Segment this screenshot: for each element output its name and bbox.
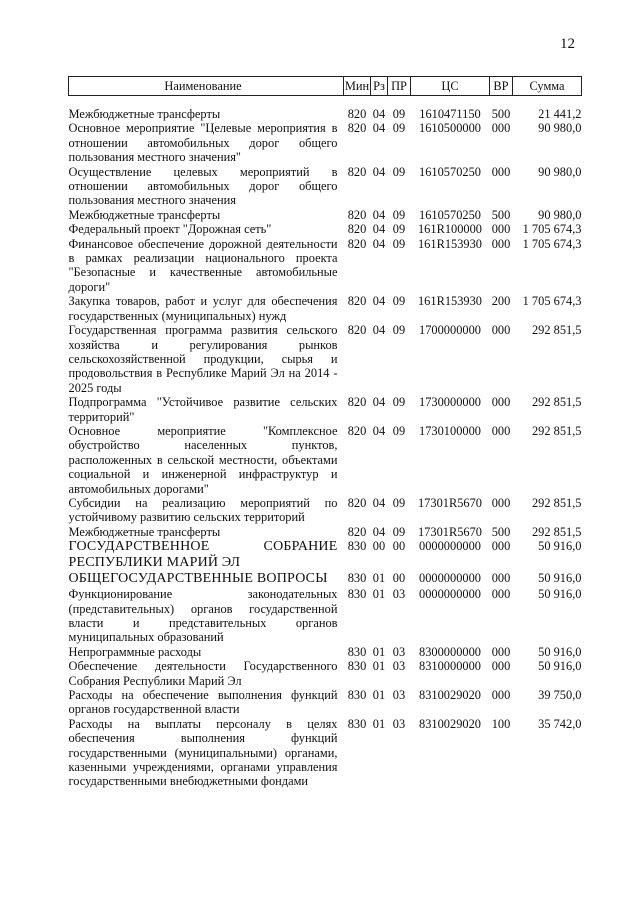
row-cs: 1610500000 [419,121,481,136]
row-cs: 161R153930 [417,294,483,309]
table-row [69,659,582,688]
row-pr: 03 [392,644,406,659]
row-name: Межбюджетные трансферты [68,524,221,539]
row-cs: 1730000000 [419,395,481,410]
row-cs: 1730100000 [419,423,481,438]
row-sum: 35 742,0 [538,716,582,731]
row-min: 830 [347,644,367,659]
row-sum: 292 851,5 [531,423,582,438]
row-sum: 90 980,0 [538,164,582,179]
row-name: ОБЩЕГОСУДАРСТВЕННЫЕ ВОПРОСЫ [68,571,328,587]
row-vr: 500 [491,524,511,539]
row-sum: 50 916,0 [538,644,582,659]
row-sum: 39 750,0 [538,688,582,703]
row-rz: 01 [372,644,386,659]
row-name: Непрограммные расходы [68,644,202,659]
row-pr: 09 [392,107,406,121]
row-rz: 00 [372,539,386,554]
table-body [69,96,582,789]
row-pr: 00 [392,539,406,554]
row-cs: 161R153930 [417,236,483,251]
row-min: 820 [347,395,367,410]
row-rz: 01 [372,688,386,703]
table-row [69,571,582,587]
row-cs: 8310029020 [419,688,481,703]
row-pr: 03 [392,659,406,674]
row-sum: 50 916,0 [538,587,582,602]
row-sum: 292 851,5 [531,495,582,510]
row-vr: 000 [491,587,511,602]
row-min: 820 [347,323,367,338]
row-rz: 04 [372,323,386,338]
row-rz: 01 [372,716,386,731]
table-row [69,395,582,424]
row-name: Государственная программа развития сельского хозяйства и регулирования рынков сельскохозяйственной продукции, сырья и продовольствия в Республике Марий Эл на 2014 - 2025 годы [68,323,338,395]
row-rz: 04 [372,294,386,309]
row-min: 830 [347,539,367,554]
row-vr: 000 [491,164,511,179]
row-rz: 04 [372,164,386,179]
row-name: Финансовое обеспечение дорожной деятельности в рамках реализации национального проекта "Безопасные и качественные автомобильные дороги" [68,236,338,294]
row-pr: 09 [392,164,406,179]
row-min: 830 [347,716,367,731]
row-min: 830 [347,659,367,674]
table-row [69,294,582,323]
row-rz: 04 [372,395,386,410]
row-rz: 04 [372,236,386,251]
row-pr: 09 [392,423,406,438]
table-row [69,717,582,789]
row-name: Закупка товаров, работ и услуг для обеспечения государственных (муниципальных) нужд [68,294,338,323]
row-vr: 500 [491,107,511,121]
row-min: 820 [347,236,367,251]
row-pr: 09 [392,294,406,309]
table-row [69,496,582,525]
row-name: Обеспечение деятельности Государственного Собрания Республики Марий Эл [68,659,338,688]
row-vr: 000 [491,539,511,554]
table-row [69,107,582,121]
row-sum: 1 705 674,3 [522,294,582,309]
table-row [69,165,582,208]
row-pr: 09 [392,524,406,539]
row-min: 820 [347,107,367,121]
table-row [69,323,582,395]
row-vr: 000 [491,688,511,703]
row-min: 830 [347,688,367,703]
header-sum: Сумма [513,77,582,96]
row-pr: 03 [392,587,406,602]
row-rz: 01 [372,587,386,602]
row-min: 820 [347,207,367,222]
row-vr: 500 [491,207,511,222]
row-min: 830 [347,587,367,602]
table-row [69,237,582,295]
row-name: Функционирование законодательных (представительных) органов государственной власти и представительных органов муниципальных образований [68,587,338,645]
row-vr: 000 [491,236,511,251]
table-row [69,587,582,645]
row-min: 820 [347,423,367,438]
header-min: Мин [344,77,371,96]
row-pr: 03 [392,716,406,731]
row-cs: 0000000000 [419,587,481,602]
row-name: Расходы на выплаты персоналу в целях обеспечения выполнения функций государственными (муниципальными) органами, казенными учреждениями, органами управления государственными внебюджетными фондами [68,716,338,789]
row-sum: 292 851,5 [531,395,582,410]
row-pr: 09 [392,323,406,338]
header-name: Наименование [69,77,344,96]
table-row [69,121,582,164]
row-rz: 04 [372,495,386,510]
row-min: 830 [347,571,367,586]
row-sum: 292 851,5 [531,524,582,539]
row-name: Основное мероприятие "Целевые мероприятия в отношении автомобильных дорог общего пользования местного значения" [68,121,338,165]
row-pr: 03 [392,688,406,703]
row-name: Подпрограмма "Устойчивое развитие сельских территорий" [68,395,338,424]
row-sum: 1 705 674,3 [522,222,582,237]
row-min: 820 [347,222,367,237]
page-number: 12 [560,36,575,52]
header-cs: ЦС [411,77,490,96]
row-name: Межбюджетные трансферты [68,107,221,121]
row-min: 820 [347,524,367,539]
row-cs: 1610570250 [419,207,481,222]
row-pr: 09 [392,236,406,251]
row-name: Расходы на обеспечение выполнения функций органов государственной власти [68,688,338,717]
row-cs: 0000000000 [419,571,481,586]
row-cs: 8300000000 [419,644,481,659]
row-name: ГОСУДАРСТВЕННОЕ СОБРАНИЕ РЕСПУБЛИКИ МАРИЙ ЭЛ [68,539,338,571]
row-pr: 09 [392,222,406,237]
row-rz: 01 [372,659,386,674]
row-cs: 17301R5670 [417,524,483,539]
row-vr: 200 [491,294,511,309]
row-name: Межбюджетные трансферты [68,207,221,222]
table-row [69,424,582,496]
row-rz: 04 [372,423,386,438]
row-name: Субсидии на реализацию мероприятий по устойчивому развитию сельских территорий [68,495,338,525]
row-pr: 09 [392,121,406,136]
row-sum: 50 916,0 [538,539,582,554]
row-pr: 09 [392,495,406,510]
row-pr: 00 [392,571,406,586]
table-row [69,222,582,236]
row-vr: 000 [491,121,511,136]
row-cs: 1610570250 [419,164,481,179]
row-sum: 90 980,0 [538,121,582,136]
row-cs: 8310029020 [419,716,481,731]
row-rz: 04 [372,524,386,539]
row-vr: 000 [491,659,511,674]
header-rz: Рз [371,77,388,96]
row-pr: 09 [392,395,406,410]
table-row [69,645,582,659]
header-vr: ВР [490,77,513,96]
row-cs: 1610471150 [419,107,481,121]
row-cs: 161R100000 [417,222,483,237]
row-rz: 04 [372,107,386,121]
row-sum: 21 441,2 [538,107,582,121]
row-sum: 90 980,0 [538,207,582,222]
row-cs: 17301R5670 [417,495,483,510]
row-vr: 100 [491,716,511,731]
table-row [69,525,582,539]
table-row [69,208,582,222]
row-cs: 0000000000 [419,539,481,554]
row-vr: 000 [491,423,511,438]
row-min: 820 [347,495,367,510]
row-cs: 1700000000 [419,323,481,338]
row-sum: 1 705 674,3 [522,236,582,251]
table-row [69,688,582,717]
row-vr: 000 [491,222,511,237]
row-min: 820 [347,121,367,136]
row-name: Федеральный проект "Дорожная сеть" [68,222,272,237]
row-pr: 09 [392,207,406,222]
row-min: 820 [347,294,367,309]
table-header-row [69,77,582,96]
row-vr: 000 [491,644,511,659]
row-cs: 8310000000 [419,659,481,674]
row-sum: 292 851,5 [531,323,582,338]
budget-table [68,76,582,789]
row-rz: 04 [372,121,386,136]
row-rz: 04 [372,207,386,222]
row-vr: 000 [491,571,511,586]
row-rz: 04 [372,222,386,237]
row-sum: 50 916,0 [538,571,582,586]
row-sum: 50 916,0 [538,659,582,674]
header-pr: ПР [388,77,411,96]
row-rz: 01 [372,571,386,586]
table-row [69,539,582,571]
row-vr: 000 [491,323,511,338]
row-name: Осуществление целевых мероприятий в отношении автомобильных дорог общего пользования местного значения [68,164,338,208]
row-min: 820 [347,164,367,179]
row-vr: 000 [491,395,511,410]
row-vr: 000 [491,495,511,510]
row-name: Основное мероприятие "Комплексное обустройство населенных пунктов, расположенных в сельской местности, объектами социальной и инженерной инфраструктур и автомобильных дорогами" [68,423,338,496]
